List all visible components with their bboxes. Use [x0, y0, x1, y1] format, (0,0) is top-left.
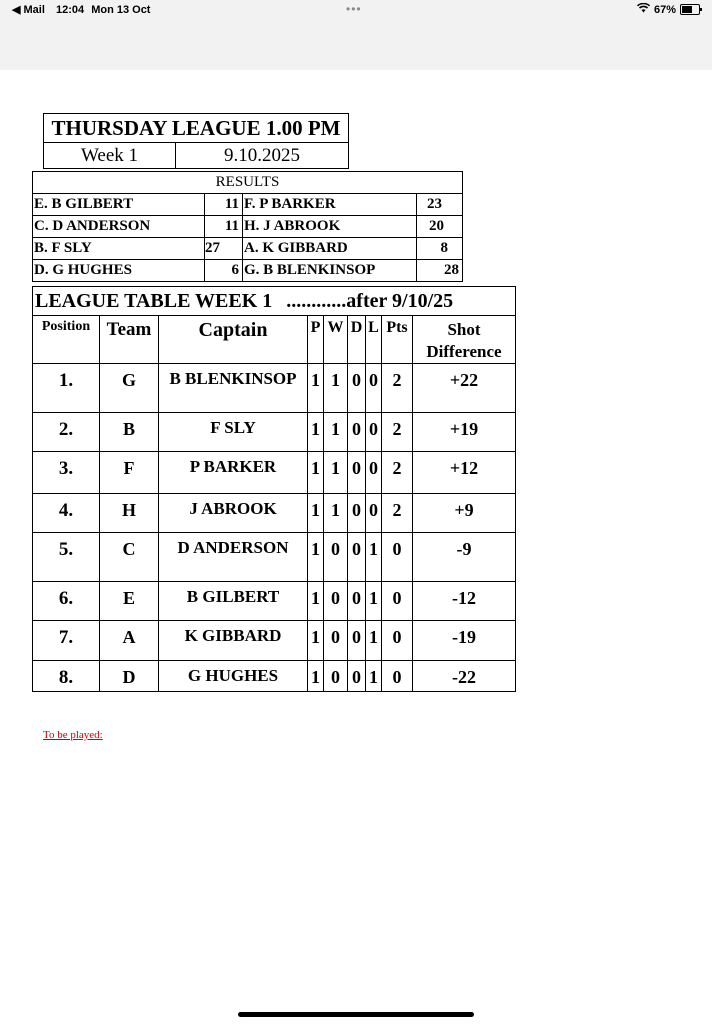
row-captain: K GIBBARD — [159, 621, 308, 661]
row-l: 0 — [366, 364, 382, 413]
to-be-played-label: To be played: — [43, 729, 103, 741]
row-l: 0 — [366, 494, 382, 533]
table-row — [33, 413, 516, 452]
row-position: 7. — [33, 621, 100, 661]
row-w: 0 — [324, 621, 348, 661]
result-row — [33, 260, 463, 282]
row-position: 4. — [33, 494, 100, 533]
league-table-title: LEAGUE TABLE WEEK 1 — [35, 289, 273, 312]
results-label: RESULTS — [33, 172, 463, 194]
row-captain: G HUGHES — [159, 661, 308, 692]
row-captain: B GILBERT — [159, 582, 308, 621]
home-score: 11 — [205, 194, 243, 216]
row-d: 0 — [348, 364, 366, 413]
battery-icon — [680, 4, 700, 15]
league-table — [32, 286, 516, 692]
row-d: 0 — [348, 452, 366, 494]
league-table-after: ............after 9/10/25 — [286, 289, 454, 312]
row-pts: 2 — [382, 452, 413, 494]
col-d: D — [348, 316, 366, 364]
row-position: 5. — [33, 533, 100, 582]
row-shot-diff: +22 — [413, 364, 516, 413]
col-w: W — [324, 316, 348, 364]
row-d: 0 — [348, 661, 366, 692]
row-team: B — [100, 413, 159, 452]
row-pts: 2 — [382, 364, 413, 413]
row-team: F — [100, 452, 159, 494]
row-shot-diff: +19 — [413, 413, 516, 452]
table-row — [33, 364, 516, 413]
row-pts: 0 — [382, 533, 413, 582]
row-p: 1 — [308, 621, 324, 661]
row-d: 0 — [348, 413, 366, 452]
row-w: 1 — [324, 494, 348, 533]
row-team: G — [100, 364, 159, 413]
home-team: D. G HUGHES — [33, 260, 205, 282]
result-row — [33, 194, 463, 216]
table-row — [33, 621, 516, 661]
results-table — [32, 171, 463, 282]
row-team: E — [100, 582, 159, 621]
away-team: A. K GIBBARD — [243, 238, 417, 260]
table-row — [33, 582, 516, 621]
row-position: 1. — [33, 364, 100, 413]
away-score: 8 — [417, 238, 463, 260]
match-date: 9.10.2025 — [176, 143, 349, 169]
row-d: 0 — [348, 494, 366, 533]
row-pts: 2 — [382, 413, 413, 452]
home-score: 27 — [205, 238, 243, 260]
row-p: 1 — [308, 413, 324, 452]
battery-percent: 67% — [653, 3, 676, 16]
wifi-icon — [637, 3, 650, 16]
status-left — [12, 3, 154, 16]
row-shot-diff: -19 — [413, 621, 516, 661]
table-row — [33, 661, 516, 692]
row-pts: 2 — [382, 494, 413, 533]
home-score: 11 — [205, 216, 243, 238]
row-p: 1 — [308, 452, 324, 494]
table-row — [33, 533, 516, 582]
row-p: 1 — [308, 494, 324, 533]
table-row — [33, 452, 516, 494]
col-l: L — [366, 316, 382, 364]
away-score: 28 — [417, 260, 463, 282]
row-w: 1 — [324, 364, 348, 413]
row-pts: 0 — [382, 661, 413, 692]
row-shot-diff: +12 — [413, 452, 516, 494]
row-w: 0 — [324, 661, 348, 692]
row-d: 0 — [348, 533, 366, 582]
league-title: THURSDAY LEAGUE 1.00 PM — [44, 114, 349, 143]
row-shot-diff: -12 — [413, 582, 516, 621]
row-l: 0 — [366, 413, 382, 452]
row-p: 1 — [308, 582, 324, 621]
row-l: 1 — [366, 621, 382, 661]
row-captain: J ABROOK — [159, 494, 308, 533]
row-l: 1 — [366, 661, 382, 692]
row-captain: D ANDERSON — [159, 533, 308, 582]
row-position: 8. — [33, 661, 100, 692]
row-l: 1 — [366, 582, 382, 621]
multitasking-dots-icon[interactable]: ••• — [346, 2, 362, 16]
home-team: E. B GILBERT — [33, 194, 205, 216]
row-w: 0 — [324, 533, 348, 582]
status-right — [637, 3, 700, 16]
row-d: 0 — [348, 582, 366, 621]
result-row — [33, 238, 463, 260]
row-p: 1 — [308, 533, 324, 582]
row-l: 0 — [366, 452, 382, 494]
status-date: Mon 13 Oct — [91, 4, 151, 16]
league-table-header — [33, 316, 516, 364]
back-to-mail-link[interactable]: ◀ Mail — [12, 4, 45, 16]
result-row — [33, 216, 463, 238]
home-team: B. F SLY — [33, 238, 205, 260]
row-position: 6. — [33, 582, 100, 621]
status-time: 12:04 — [55, 4, 85, 16]
back-app-label: Mail — [23, 4, 45, 16]
league-table-title-row — [33, 287, 516, 316]
row-position: 3. — [33, 452, 100, 494]
col-position: Position — [33, 316, 100, 364]
col-pts: Pts — [382, 316, 413, 364]
row-team: H — [100, 494, 159, 533]
row-team: A — [100, 621, 159, 661]
row-captain: F SLY — [159, 413, 308, 452]
row-team: C — [100, 533, 159, 582]
row-l: 1 — [366, 533, 382, 582]
row-captain: B BLENKINSOP — [159, 364, 308, 413]
row-team: D — [100, 661, 159, 692]
row-p: 1 — [308, 364, 324, 413]
row-w: 1 — [324, 413, 348, 452]
row-captain: P BARKER — [159, 452, 308, 494]
row-pts: 0 — [382, 582, 413, 621]
row-p: 1 — [308, 661, 324, 692]
table-row — [33, 494, 516, 533]
home-team: C. D ANDERSON — [33, 216, 205, 238]
to-be-played-link[interactable] — [43, 729, 103, 741]
row-shot-diff: -9 — [413, 533, 516, 582]
col-shot-difference: Shot Difference — [413, 316, 516, 364]
row-shot-diff: -22 — [413, 661, 516, 692]
col-team: Team — [100, 316, 159, 364]
row-w: 1 — [324, 452, 348, 494]
away-score: 20 — [417, 216, 463, 238]
away-team: H. J ABROOK — [243, 216, 417, 238]
away-team: F. P BARKER — [243, 194, 417, 216]
row-d: 0 — [348, 621, 366, 661]
row-w: 0 — [324, 582, 348, 621]
home-score: 6 — [205, 260, 243, 282]
away-score: 23 — [417, 194, 463, 216]
row-shot-diff: +9 — [413, 494, 516, 533]
col-p: P — [308, 316, 324, 364]
away-team: G. B BLENKINSOP — [243, 260, 417, 282]
home-indicator[interactable] — [238, 1012, 474, 1017]
row-pts: 0 — [382, 621, 413, 661]
col-captain: Captain — [159, 316, 308, 364]
league-header-table — [43, 113, 349, 169]
status-bar — [0, 0, 712, 70]
week-label: Week 1 — [44, 143, 176, 169]
row-position: 2. — [33, 413, 100, 452]
